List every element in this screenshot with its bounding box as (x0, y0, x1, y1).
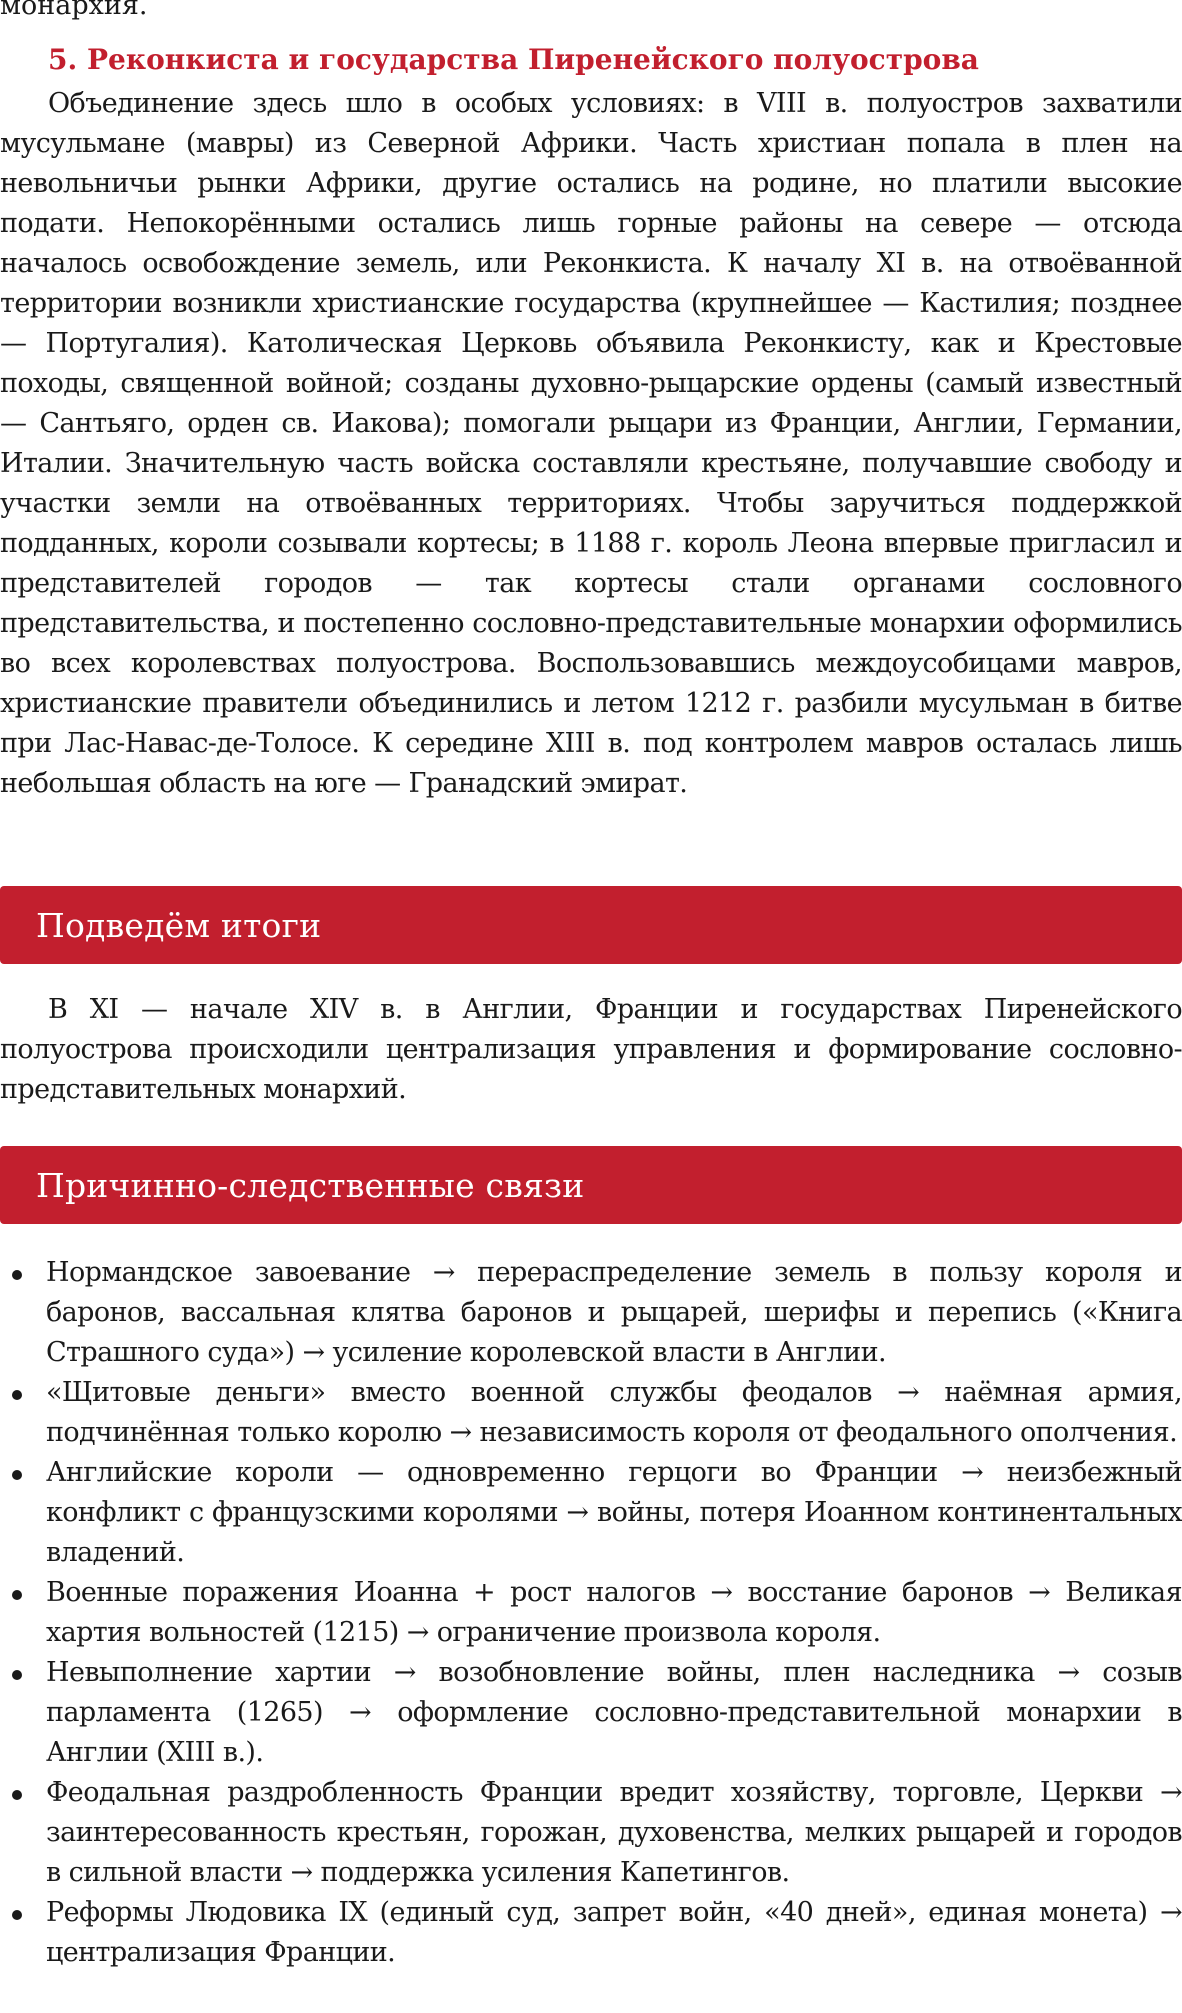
bullet-icon (12, 1270, 22, 1280)
list-item (0, 1253, 1182, 1373)
summary-banner (0, 886, 1182, 964)
bullet-icon (12, 1470, 22, 1480)
list-item (0, 1893, 1182, 1973)
list-item-text: «Щитовые деньги» вместо военной службы феодалов → наёмная армия, подчинённая только королю → независимость короля от феодального ополчения. (46, 1377, 1182, 1448)
bullet-icon (12, 1790, 22, 1800)
list-item-text: Английские короли — одновременно герцоги во Франции → неизбежный конфликт с французскими королями → войны, потеря Иоанном континентальных владений. (46, 1457, 1182, 1568)
bullet-icon (12, 1910, 22, 1920)
bullet-icon (12, 1390, 22, 1400)
list-item (0, 1453, 1182, 1573)
bullet-icon (12, 1590, 22, 1600)
list-item-text: Военные поражения Иоанна + рост налогов → восстание баронов → Великая хартия вольностей (1215) → ограничение произвола короля. (46, 1577, 1182, 1648)
bullet-icon (12, 1670, 22, 1680)
list-item-text: Невыполнение хартии → возобновление войны, плен наследника → созыв парламента (1265) → оформление сословно-представительной монархии в Англии (XIII в.). (46, 1657, 1182, 1768)
list-item-text: Нормандское завоевание → перераспределение земель в пользу короля и баронов, вассальная клятва баронов и рыцарей, шерифы и перепись («Книга Страшного суда») → усиление королевской власти в Англии. (46, 1257, 1182, 1368)
summary-paragraph: В XI — начале XIV в. в Англии, Франции и государствах Пиренейского полуострова происходили централизация управления и формирование сословно-представительных монархий. (0, 994, 1182, 1105)
causes-title: Причинно-следственные связи (36, 1165, 585, 1205)
list-item-text: Реформы Людовика IX (единый суд, запрет войн, «40 дней», единая монета) → централизация Франции. (46, 1897, 1182, 1968)
section-paragraph: Объединение здесь шло в особых условиях: в VIII в. полуостров захватили мусульмане (мавры) из Северной Африки. Часть христиан попала в плен на невольничьи рынки Африки, другие остались на родине, но платили высокие подати. Непокорёнными остались лишь горные районы на севере — отсюда началось освобождение земель, или Реконкиста. К началу XI в. на отвоёванной территории возникли христианские государства (крупнейшее — Кастилия; позднее — Португалия). Католическая Церковь объявила Реконкисту, как и Крестовые походы, священной войной; созданы духовно-рыцарские ордены (самый известный — Сантьяго, орден св. Иакова); помогали рыцари из Франции, Англии, Германии, Италии. Значительную часть войска составляли крестьяне, получавшие свободу и участки земли на отвоёванных территориях. Чтобы заручиться поддержкой подданных, короли созывали кортесы; в 1188 г. король Леона впервые пригласил и представителей городов — так кортесы стали органами сословного представительства, и постепенно сословно-представительные монархии оформились во всех королевствах полуострова. Воспользовавшись междоусобицами мавров, христианские правители объединились и летом 1212 г. разбили мусульман в битве при Лас-Навас-де-Толосе. К середине XIII в. под контролем мавров осталась лишь небольшая область на юге — Гранадский эмират. (0, 88, 1182, 799)
list-item-text: Феодальная раздробленность Франции вредит хозяйству, торговле, Церкви → заинтересованность крестьян, горожан, духовенства, мелких рыцарей и городов в сильной власти → поддержка усиления Капетингов. (46, 1777, 1182, 1888)
previous-page-fragment: монархия. (0, 0, 148, 21)
list-item (0, 1653, 1182, 1773)
list-item (0, 1373, 1182, 1453)
causes-banner (0, 1146, 1182, 1224)
section-heading: 5. Реконкиста и государства Пиренейского полуострова (48, 43, 979, 76)
causes-list (0, 1253, 1182, 1973)
list-item (0, 1773, 1182, 1893)
list-item (0, 1573, 1182, 1653)
summary-title: Подведём итоги (36, 905, 322, 945)
